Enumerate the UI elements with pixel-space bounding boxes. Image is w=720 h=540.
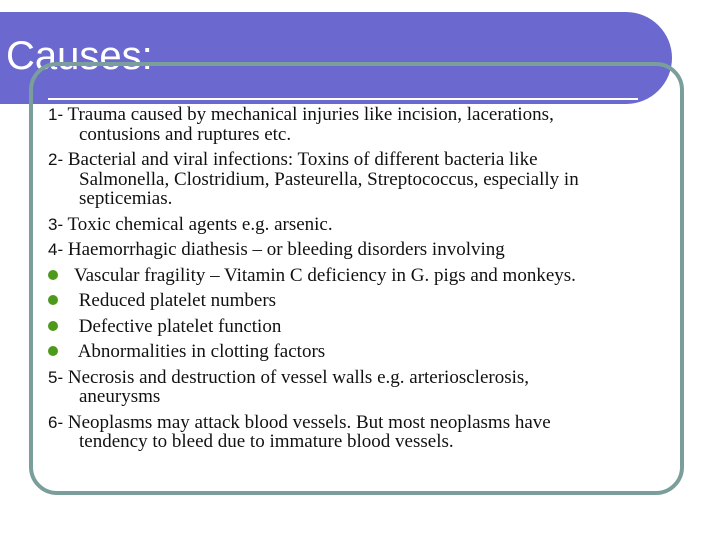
item-text: Toxic chemical agents e.g. arsenic. xyxy=(63,213,333,235)
item-number: 6- xyxy=(48,412,64,432)
cause-2-cont: septicemias. xyxy=(79,188,173,209)
bullet-text: Vascular fragility – Vitamin C deficiency in G. pigs and monkeys. xyxy=(74,264,576,286)
slide-content xyxy=(48,105,720,452)
bullet-text: Defective platelet function xyxy=(74,315,282,337)
item-number: 1- xyxy=(48,105,64,124)
item-text: Trauma caused by mechanical injuries like incision, lacerations, xyxy=(63,104,554,125)
slide-title: Causes: xyxy=(6,34,153,78)
item-number: 2- xyxy=(48,150,64,169)
item-text: Bacterial and viral infections: Toxins of different bacteria like xyxy=(63,149,538,170)
bullet-icon xyxy=(48,321,58,331)
item-number: 5- xyxy=(48,367,64,387)
bullet-icon xyxy=(48,270,58,280)
cause-2-cont: Salmonella, Clostridium, Pasteurella, Streptococcus, especially in xyxy=(79,168,579,190)
item-number: 4- xyxy=(48,240,64,259)
cause-6 xyxy=(48,413,720,433)
sub-bullet xyxy=(48,317,720,337)
bullet-text: Abnormalities in clotting factors xyxy=(74,341,326,362)
item-text: Necrosis and destruction of vessel walls e.g. arteriosclerosis, xyxy=(63,366,530,388)
cause-5-cont: aneurysms xyxy=(79,386,161,407)
sub-bullet xyxy=(48,266,720,286)
bullet-icon xyxy=(48,295,58,305)
item-number: 3- xyxy=(48,214,64,234)
sub-bullet xyxy=(48,342,720,362)
cause-3 xyxy=(48,215,720,235)
bullet-icon xyxy=(48,346,58,356)
cause-2 xyxy=(48,150,720,170)
item-text: Haemorrhagic diathesis – or bleeding disorders involving xyxy=(63,239,505,260)
item-text: Neoplasms may attack blood vessels. But most neoplasms have xyxy=(63,411,551,433)
cause-5 xyxy=(48,368,720,388)
bullet-text: Reduced platelet numbers xyxy=(74,290,277,311)
cause-6-cont: tendency to bleed due to immature blood vessels. xyxy=(79,431,454,452)
cause-1 xyxy=(48,105,720,125)
cause-1-cont: contusions and ruptures etc. xyxy=(79,123,292,145)
sub-bullet xyxy=(48,291,720,311)
cause-4 xyxy=(48,240,720,260)
